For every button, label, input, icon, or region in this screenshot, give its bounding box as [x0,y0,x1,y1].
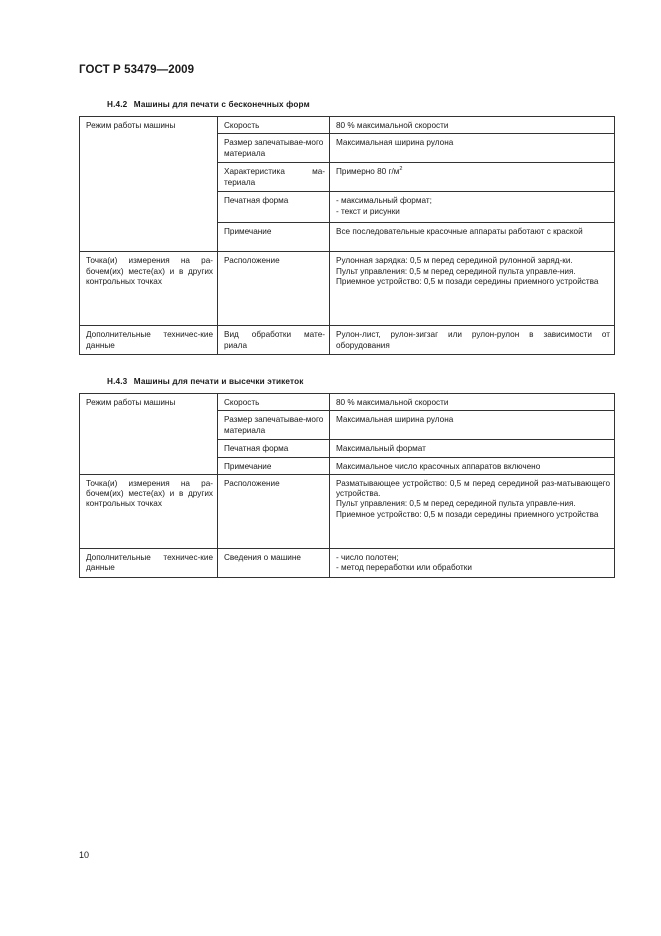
group-label-operating-mode: Режим работы машины [80,394,218,475]
value-cell: Максимальная ширина рулона [330,134,615,163]
value-cell: 80 % максимальной скорости [330,117,615,134]
value-cell [330,252,615,326]
section-heading: Машины для печати с бесконечных форм [133,100,310,109]
value-cell [330,474,615,548]
value-line: Рулонная зарядка: 0,5 м перед серединой рулонной заряд-ки. [336,256,573,266]
section-title-h42 [107,100,310,109]
page-number: 10 [79,850,90,860]
group-label-operating-mode: Режим работы машины [80,117,218,252]
superscript: 2 [399,166,403,173]
group-label-additional-data: Дополнительные техничес-кие данные [80,548,218,577]
value-line: Приемное устройство: 0,5 м позади середины приемного устройства [336,276,599,286]
param-cell: Примечание [218,223,330,252]
param-cell: Размер запечатывае-мого материала [218,411,330,440]
document-code: ГОСТ Р 53479—2009 [79,64,195,76]
param-cell: Скорость [218,117,330,134]
group-label-measurement-points: Точка(и) измерения на ра-бочем(их) месте(ах) и в других контрольных точках [80,252,218,326]
value-cell: 80 % максимальной скорости [330,394,615,411]
param-cell: Сведения о машине [218,548,330,577]
param-cell: Скорость [218,394,330,411]
value-line: Разматывающее устройство: 0,5 м перед серединой раз-матывающего устройства. [336,478,610,499]
spec-table-h43 [79,393,615,578]
section-number: Н.4.2 [107,100,128,109]
value-cell: Все последовательные красочные аппараты работают с краской [330,223,615,252]
value-cell [330,192,615,223]
value-cell [330,163,615,192]
param-cell: Характеристика ма-териала [218,163,330,192]
value-cell: Максимальный формат [330,440,615,457]
spec-table-h42 [79,116,615,355]
param-cell: Примечание [218,457,330,474]
value-cell [330,548,615,577]
param-cell: Расположение [218,474,330,548]
table-row [80,548,615,577]
value-cell: Максимальная ширина рулона [330,411,615,440]
section-number: Н.4.3 [107,377,128,386]
value-cell: Рулон-лист, рулон-зигзаг или рулон-рулон в зависимости от оборудования [330,326,615,355]
value-line: - максимальный формат; [336,196,432,206]
param-cell: Вид обработки мате-риала [218,326,330,355]
param-cell: Печатная форма [218,440,330,457]
table-row [80,326,615,355]
table-row [80,394,615,411]
group-label-additional-data: Дополнительные техничес-кие данные [80,326,218,355]
table-row [80,474,615,548]
param-cell: Расположение [218,252,330,326]
param-cell: Размер запечатывае-мого материала [218,134,330,163]
value-line: - метод переработки или обработки [336,563,472,573]
table-row [80,117,615,134]
value-line: - число полотен; [336,552,399,562]
group-label-measurement-points: Точка(и) измерения на ра-бочем(их) месте(ах) и в других контрольных точках [80,474,218,548]
value-line: Приемное устройство: 0,5 м позади середины приемного устройства [336,509,599,519]
value-text: Примерно 80 г/м [336,167,400,177]
param-cell: Печатная форма [218,192,330,223]
section-heading: Машины для печати и высечки этикеток [133,377,304,386]
section-title-h43 [107,377,303,386]
value-line: Пульт управления: 0,5 м перед серединой пульта управле-ния. [336,266,576,276]
table-row [80,252,615,326]
value-cell: Максимальное число красочных аппаратов включено [330,457,615,474]
value-line: Пульт управления: 0,5 м перед серединой пульта управле-ния. [336,499,576,509]
value-line: - текст и рисунки [336,206,400,216]
